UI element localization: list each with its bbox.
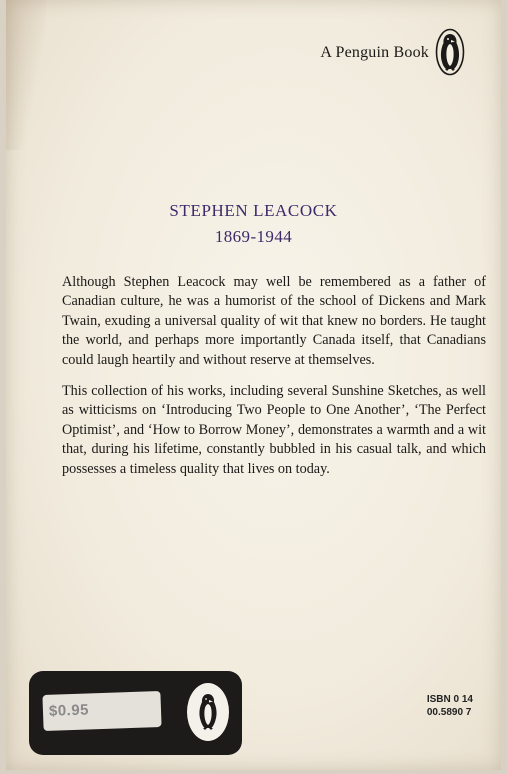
- price-label: [42, 691, 161, 731]
- blurb-paragraph-1: Although Stephen Leacock may well be remembered as a father of Canadian culture, he was a humorist of the school of Dickens and Mark Twain, exuding a universal quality of wit that knew no borders. He taught the world, and perhaps more importantly Canada itself, that Canadians could laugh heartily and without reserve at themselves.: [62, 274, 486, 368]
- blurb-paragraph-2: This collection of his works, including several Sunshine Sketches, as well as witticisms on ‘Introducing Two People to One Another’, ‘The Perfect Optimist’, and ‘How to Borrow Money’, demonstrates a warmth and a wit that, during his lifetime, constantly bubbled in his casual talk, and which possesses a timeless quality that lives on today.: [62, 383, 486, 477]
- author-name: STEPHEN LEACOCK: [169, 201, 338, 220]
- isbn-line-2: 00.5890 7: [426, 707, 472, 718]
- author-block: [6, 200, 501, 249]
- author-dates: 1869-1944: [214, 227, 293, 246]
- publisher-label: A Penguin Book: [320, 44, 429, 61]
- book-back-cover: [6, 0, 501, 770]
- blurb-text: [62, 273, 486, 491]
- cover-crease: [6, 0, 46, 150]
- price-text: $0.95: [48, 701, 90, 720]
- price-sticker: [29, 671, 242, 755]
- isbn-line-1: ISBN 0 14: [426, 694, 473, 705]
- isbn-block: [427, 693, 473, 719]
- penguin-icon: [435, 28, 465, 76]
- penguin-icon: [187, 683, 229, 741]
